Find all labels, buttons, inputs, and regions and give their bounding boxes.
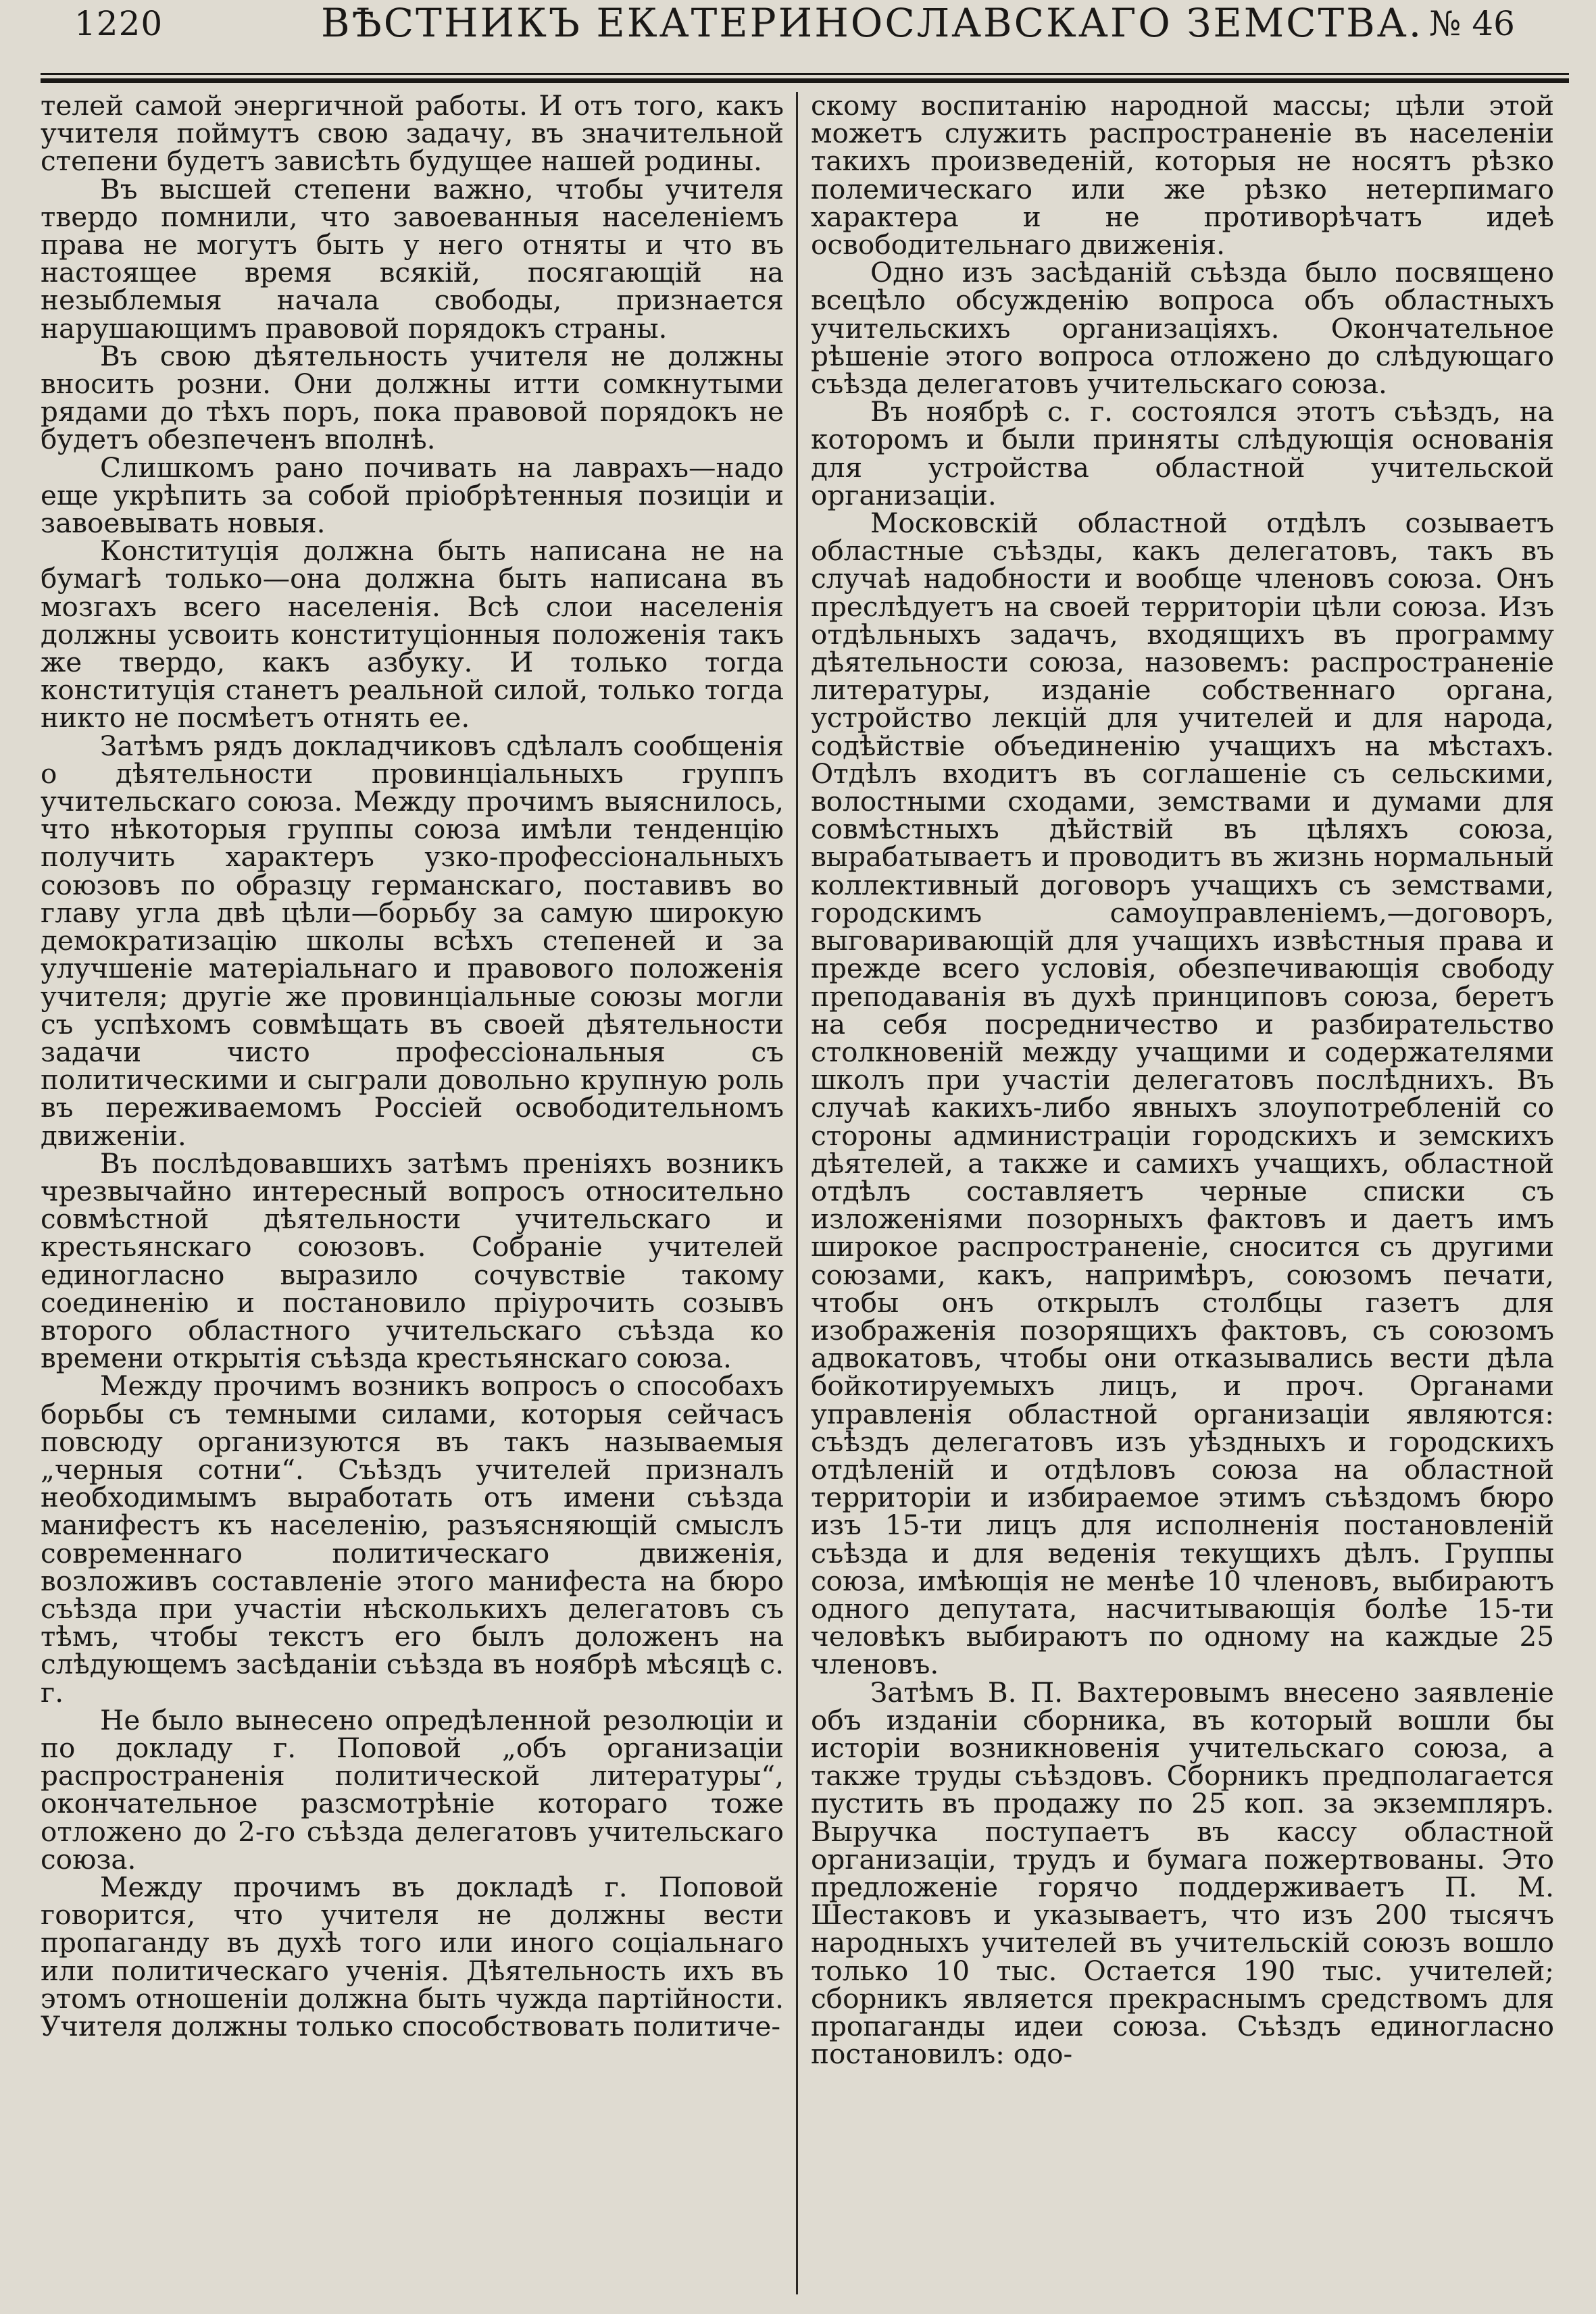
paragraph: телей самой энергичной работы. И отъ того, какъ учителя поймутъ свою задачу, въ значительной степени будетъ зависѣть будущее нашей родины. (41, 92, 784, 178)
paragraph: Московскій областной отдѣлъ созываетъ областные съѣзды, какъ делегатовъ, такъ въ случаѣ надобности и вообще членовъ союза. Онъ преслѣдуетъ на своей территоріи цѣли союза. Изъ отдѣльныхъ задачъ, входящихъ въ программу дѣятельности союза, назовемъ: распространеніе литературы, изданіе собственнаго органа, устройство лекцій для учителей и для народа, содѣйствіе объединенію учащихъ на мѣстахъ. Отдѣлъ входитъ въ соглашеніе съ сельскими, волостными сходами, земствами и думами для совмѣстныхъ дѣйствій въ цѣляхъ союза, выpабатываетъ и проводитъ въ жизнь нормальный коллективный договоръ учащихъ съ земствами, городскимъ самоуправленіемъ,—договоръ, выговаривающій для учащихъ извѣстныя права и прежде всего условія, обезпечивающія свободу преподаванія въ духѣ принциповъ союза, беретъ на себя посредничество и разбирательство столкновеній между учащими и содержателями школъ при участіи делегатовъ послѣднихъ. Въ случаѣ какихъ-либо явныхъ злоупотребленій со стороны администраціи городскихъ и земскихъ дѣятелей, а также и самихъ учащихъ, областной отдѣлъ составляетъ черные списки съ изложеніями позорныхъ фактовъ и даетъ имъ широкое распространеніе, сносится съ другими союзами, какъ, напримѣръ, союзомъ печати, чтобы онъ открылъ столбцы газетъ для изображенія позорящихъ фактовъ, съ союзомъ адвокатовъ, чтобы они отказывались вести дѣла бойкотируемыхъ лицъ, и проч. Органами управленія областной организаціи являются: съѣздъ делегатовъ изъ уѣздныхъ и городскихъ отдѣленій и отдѣловъ союза на областной территоріи и избираемое этимъ съѣздомъ бюро изъ 15-ти лицъ для исполненія постановленій съѣзда и для веденія текущихъ дѣлъ. Группы союза, имѣющія не менѣе 10 членовъ, выбираютъ одного депутата, насчитывающія болѣе 15-ти человѣкъ выбираютъ по одному на каждые 25 членовъ. (811, 507, 1554, 1681)
right-column (811, 92, 1554, 2294)
header-rule-thin (41, 73, 1569, 75)
paragraph: Конституція должна быть написана не на бумагѣ только—она должна быть написана въ мозгахъ всего населенія. Всѣ слои населенія должны усвоить конституціонныя положенія такъ же твердо, какъ азбуку. И только тогда конституція станетъ реальной силой, только тогда никто не посмѣетъ отнять ее. (41, 534, 784, 734)
paragraph: Въ свою дѣятельность учителя не должны вносить розни. Они должны итти сомкнутыми рядами до тѣхъ поръ, пока правовой порядокъ не будетъ обезпеченъ вполнѣ. (41, 339, 784, 456)
text-columns (41, 92, 1569, 2294)
paragraph: Затѣмъ В. П. Вахтеровымъ внесено заявленіе объ изданіи сборника, въ который вошли бы исторіи возникновенія учительскаго союза, а также труды съѣздовъ. Сборникъ предполагается пустить въ продажу по 25 коп. за экземпляръ. Выручка поступаетъ въ кассу областной организаціи, трудъ и бумага пожертвованы. Это предложеніе горячо поддерживаетъ П. М. Шестаковъ и указываетъ, что изъ 200 тысячъ народныхъ учителей въ учительскій союзъ вошло только 10 тыс. Остается 190 тыс. учителей; сборникъ является прекраснымъ средствомъ для пропаганды идеи союза. Съѣздъ единогласно постановилъ: одо- (811, 1676, 1554, 2071)
paragraph: Въ послѣдовавшихъ затѣмъ преніяхъ возникъ чрезвычайно интересный вопросъ относительно совмѣстной дѣятельности учительскаго и крестьянскаго союзовъ. Собраніе учителей единогласно выразило сочувствіе такому соединенію и постановило пріурочить созывъ второго областного учительскаго съѣзда ко времени открытія съѣзда крестьянскаго союза. (41, 1147, 784, 1375)
journal-title: ВѢСТНИКЪ ЕКАТЕРИНОСЛАВСКАГО ЗЕМСТВА. (321, 0, 1424, 46)
page-header (41, 0, 1569, 68)
paragraph: Между прочимъ возникъ вопросъ о способахъ борьбы съ темными силами, которыя сейчасъ повсюду организуются въ такъ называемыя „черныя сотни“. Съѣздъ учителей призналъ необходимымъ выработать отъ имени съѣзда манифестъ къ населенію, разъясняющій смыслъ современнаго политическаго движенія, возложивъ составленіе этого манифеста на бюро съѣзда при участіи нѣсколькихъ делегатовъ съ тѣмъ, чтобы текстъ его былъ доложенъ на слѣдующемъ засѣданіи съѣзда въ ноябрѣ мѣсяцѣ с. г. (41, 1369, 784, 1709)
left-column (41, 92, 784, 2294)
issue-number: № 46 (1429, 4, 1515, 43)
paragraph: Между прочимъ въ докладѣ г. Поповой говорится, что учителя не должны вести пропаганду въ духѣ того или иного соціальнаго или политическаго ученія. Дѣятельность ихъ въ этомъ отношеніи должна быть чужда партійности. Учителя должны только способствовать политиче- (41, 1871, 784, 2043)
column-divider (796, 92, 798, 2294)
paragraph: Затѣмъ рядъ докладчиковъ сдѣлалъ сообщенія о дѣятельности провинціальныхъ группъ учительскаго союза. Между прочимъ выяснилось, что нѣкоторыя группы союза имѣли тенденцію получить характеръ узко-профессіональныхъ союзовъ по образцу германскаго, поставивъ во главу угла двѣ цѣли—борьбу за самую широкую демократизацію школы всѣхъ степеней и за улучшеніе матеріальнаго и правового положенія учителя; другіе же провинціальные союзы могли съ успѣхомъ совмѣщать въ своей дѣятельности задачи чисто профессіональныя съ политическими и сыграли довольно крупную роль въ переживаемомъ Россіей освободительномъ движеніи. (41, 729, 784, 1152)
paragraph: Слишкомъ рано почивать на лаврахъ—надо еще укрѣпить за собой пріобрѣтенныя позиціи и завоевывать новыя. (41, 451, 784, 540)
header-rule-thick (41, 78, 1569, 83)
paragraph: Въ ноябрѣ с. г. состоялся этотъ съѣздъ, на которомъ и были приняты слѣдующія основанія для устройства областной учительской организаціи. (811, 395, 1554, 511)
paragraph: Не было вынесено опредѣленной резолюціи и по докладу г. Поповой „объ организаціи распространенія политической литературы“, окончательное разсмотрѣніе котораго тоже отложено до 2-го съѣзда делегатовъ учительскаго союза. (41, 1703, 784, 1876)
paragraph: Въ высшей степени важно, чтобы учителя твердо помнили, что завоеванныя населеніемъ права не могутъ быть у него отняты и что въ настоящее время всякій, посягающій на незыблемыя начала свободы, признается нарушающимъ правовой порядокъ страны. (41, 172, 784, 345)
page-number: 1220 (74, 4, 164, 43)
paragraph: скому воспитанію народной массы; цѣли этой можетъ служить распространеніе въ населеніи такихъ произведеній, которыя не носятъ рѣзко полемическаго или же рѣзко нетерпимаго характера и не противорѣчатъ идеѣ освободительнаго движенія. (811, 92, 1554, 261)
paragraph: Одно изъ засѣданій съѣзда было посвящено всецѣло обсужденію вопроса объ областныхъ учительскихъ организаціяхъ. Окончательное рѣшеніе этого вопроса отложено до слѣдующаго съѣзда делегатовъ учительскаго союза. (811, 256, 1554, 401)
